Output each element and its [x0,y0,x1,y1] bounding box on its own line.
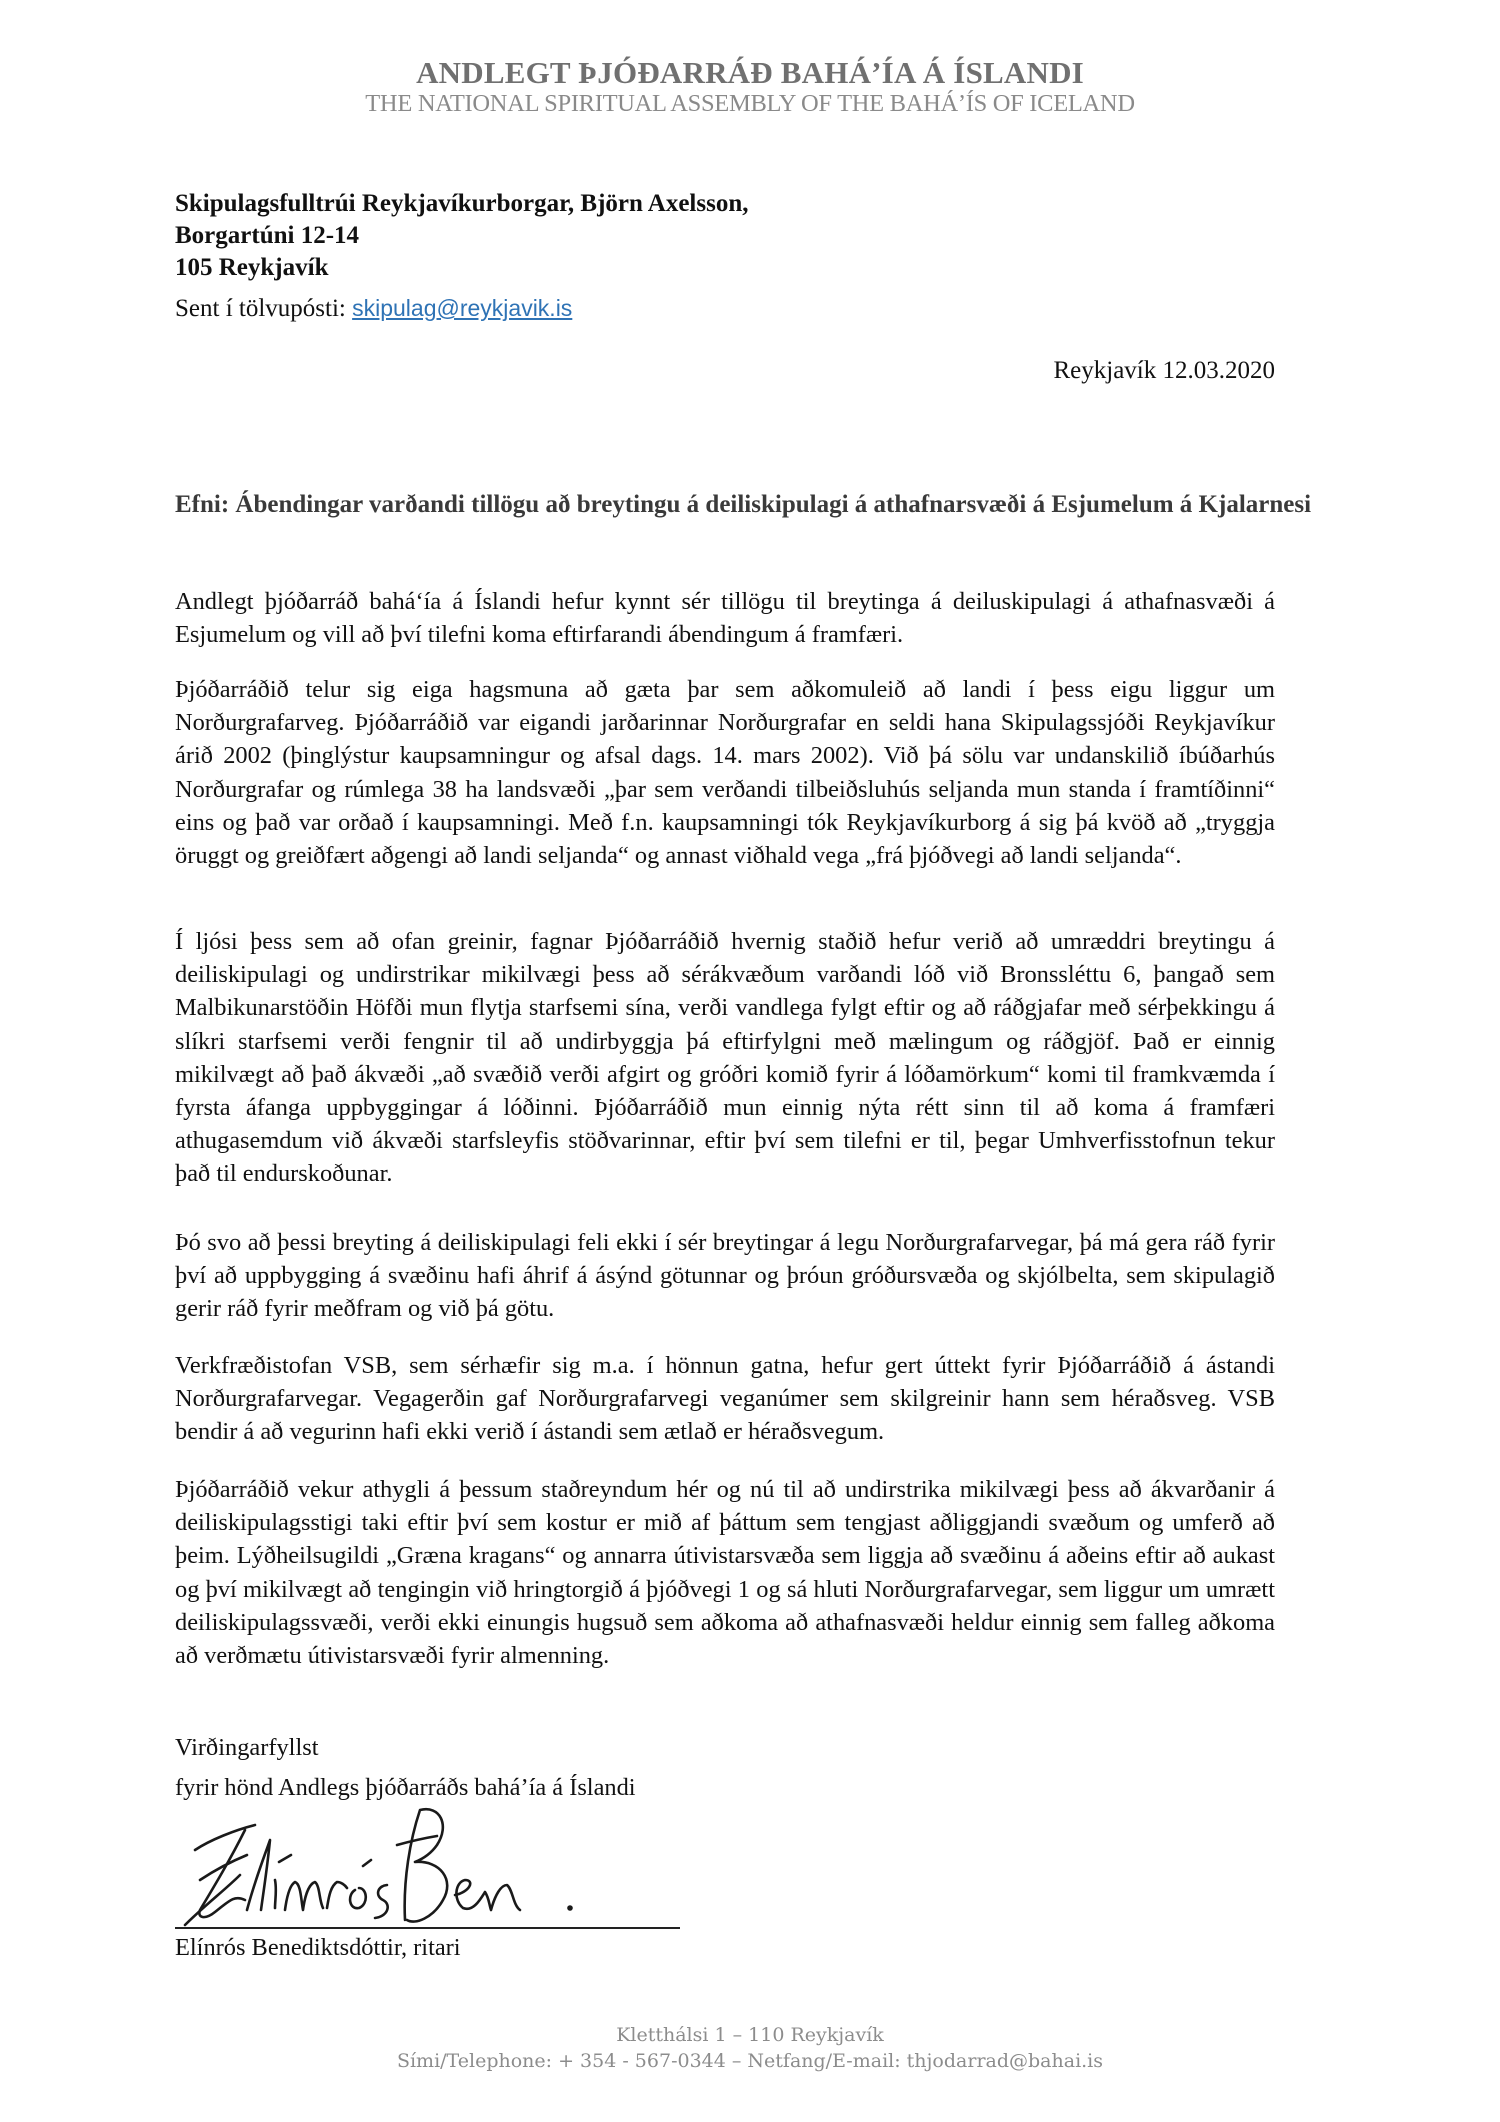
closing-block [175,1728,636,1808]
closing-salutation: Virðingarfyllst [175,1734,319,1761]
signature-line [175,1927,680,1929]
body-paragraph-5: Verkfræðistofan VSB, sem sérhæfir sig m.a. í hönnun gatna, hefur gert úttekt fyrir Þjóðarráðið á ástandi Norðurgrafarvegar. Vegagerðin gaf Norðurgrafarvegi veganúmer sem skilgreinir hann sem héraðsveg. VSB bendir á að vegurinn hafi ekki verið í ástandi sem ætlað er héraðsvegum. [175,1352,1275,1446]
signatory-name: Elínrós Benediktsdóttir, ritari [175,1934,461,1961]
recipient-name: Skipulagsfulltrúi Reykjavíkurborgar, Björn Axelsson, [175,190,749,217]
body-paragraph-1: Andlegt þjóðarráð bahá‘ía á Íslandi hefur kynnt sér tillögu til breytinga á deiluskipulagi á athafnasvæði á Esjumelum og vill að því tilefni koma eftirfarandi ábendingum á framfæri. [175,588,1275,649]
letterhead-title: ANDLEGT ÞJÓÐARRÁÐ BAHÁ’ÍA Á ÍSLANDI [416,55,1084,90]
body-paragraph-3: Í ljósi þess sem að ofan greinir, fagnar Þjóðarráðið hvernig staðið hefur verið að umræddri breytingu á deiliskipulagi og undirstrikar mikilvægi þess að sérákvæðum varðandi lóð við Bronssléttu 6, þangað sem Malbikunarstöðin Höfði mun flytja starfsemi sína, verði vandlega fylgt eftir og að ráðgjafar með sérþekkingu á slíkri starfsemi verði fengnir til að undirbyggja þá eftirfylgni með mælingum og ráðgjöf. Það er einnig mikilvægt að það ákvæði „að svæðið verði afgirt og gróðri komið fyrir á lóðamörkum“ komi til framkvæmda í fyrsta áfanga uppbyggingar á lóðinni. Þjóðarráðið mun einnig nýta rétt sinn til að koma á framfæri athugasemdum við ákvæði starfsleyfis stöðvarinnar, eftir því sem tilefni er til, þegar Umhverfisstofnun tekur það til endurskoðunar. [175,928,1275,1188]
body-paragraph-2: Þjóðarráðið telur sig eiga hagsmuna að gæta þar sem aðkomuleið að landi í þess eigu liggur um Norðurgrafarveg. Þjóðarráðið var eigandi jarðarinnar Norðurgrafar en seldi hana Skipulagssjóði Reykjavíkur árið 2002 (þinglýstur kaupsamningur og afsal dags. 14. mars 2002). Við þá sölu var undanskilið íbúðarhús Norðurgrafar og rúmlega 38 ha landsvæði „þar sem verðandi tilbeiðsluhús seljanda mun standa í framtíðinni“ eins og það var orðað í kaupsamningi. Með f.n. kaupsamningi tók Reykjavíkurborg á sig þá kvöð að „tryggja öruggt og greiðfært aðgengi að landi seljanda“ og annast viðhald vega „frá þjóðvegi að landi seljanda“. [175,676,1275,870]
body-paragraph-6: Þjóðarráðið vekur athygli á þessum staðreyndum hér og nú til að undirstrika mikilvægi þess að ákvarðanir á deiliskipulagsstigi taki eftir því sem kostur er mið af þáttum sem tengjast aðliggjandi svæðum og umferð að þeim. Lýðheilsugildi „Græna kragans“ og annarra útivistarsvæða sem liggja að svæðinu á aðeins eftir að aukast og því mikilvægt að tengingin við hringtorgið á þjóðvegi 1 og sá hluti Norðurgrafarvegar, sem liggur um umrætt deiliskipulagssvæði, verði ekki einungis hugsuð sem aðkoma að athafnasvæði heldur einnig sem falleg aðkoma að verðmætu útivistarsvæði fyrir almenning. [175,1476,1275,1670]
handwritten-signature-icon [175,1800,685,1930]
footer-address: Kletthálsi 1 – 110 Reykjavík [616,2024,884,2046]
recipient-email-link[interactable]: skipulag@reykjavik.is [352,295,573,321]
recipient-block [175,188,749,284]
sent-via-email-line [175,295,572,323]
sent-label: Sent í tölvupósti: [175,295,353,322]
letterhead-subtitle: THE NATIONAL SPIRITUAL ASSEMBLY OF THE BAHÁ’ÍS OF ICELAND [365,90,1135,117]
closing-on-behalf: fyrir hönd Andlegs þjóðarráðs bahá’ía á Íslandi [175,1774,636,1801]
body-paragraph-4: Þó svo að þessi breyting á deiliskipulagi feli ekki í sér breytingar á legu Norðurgrafarvegar, þá má gera ráð fyrir því að uppbygging á svæðinu hafi áhrif á ásýnd götunnar og þróun gróðursvæða og skjólbelta, sem skipulagið gerir ráð fyrir meðfram og við þá götu. [175,1229,1275,1323]
subject-line: Efni: Ábendingar varðandi tillögu að breytingu á deiliskipulagi á athafnarsvæði á Esjumelum á Kjalarnesi [175,491,1312,518]
recipient-street: Borgartúni 12-14 [175,222,360,249]
footer-contact: Sími/Telephone: + 354 - 567-0344 – Netfang/E-mail: thjodarrad@bahai.is [396,2050,1104,2072]
date-line: Reykjavík 12.03.2020 [1053,357,1275,384]
recipient-city: 105 Reykjavík [175,254,329,281]
